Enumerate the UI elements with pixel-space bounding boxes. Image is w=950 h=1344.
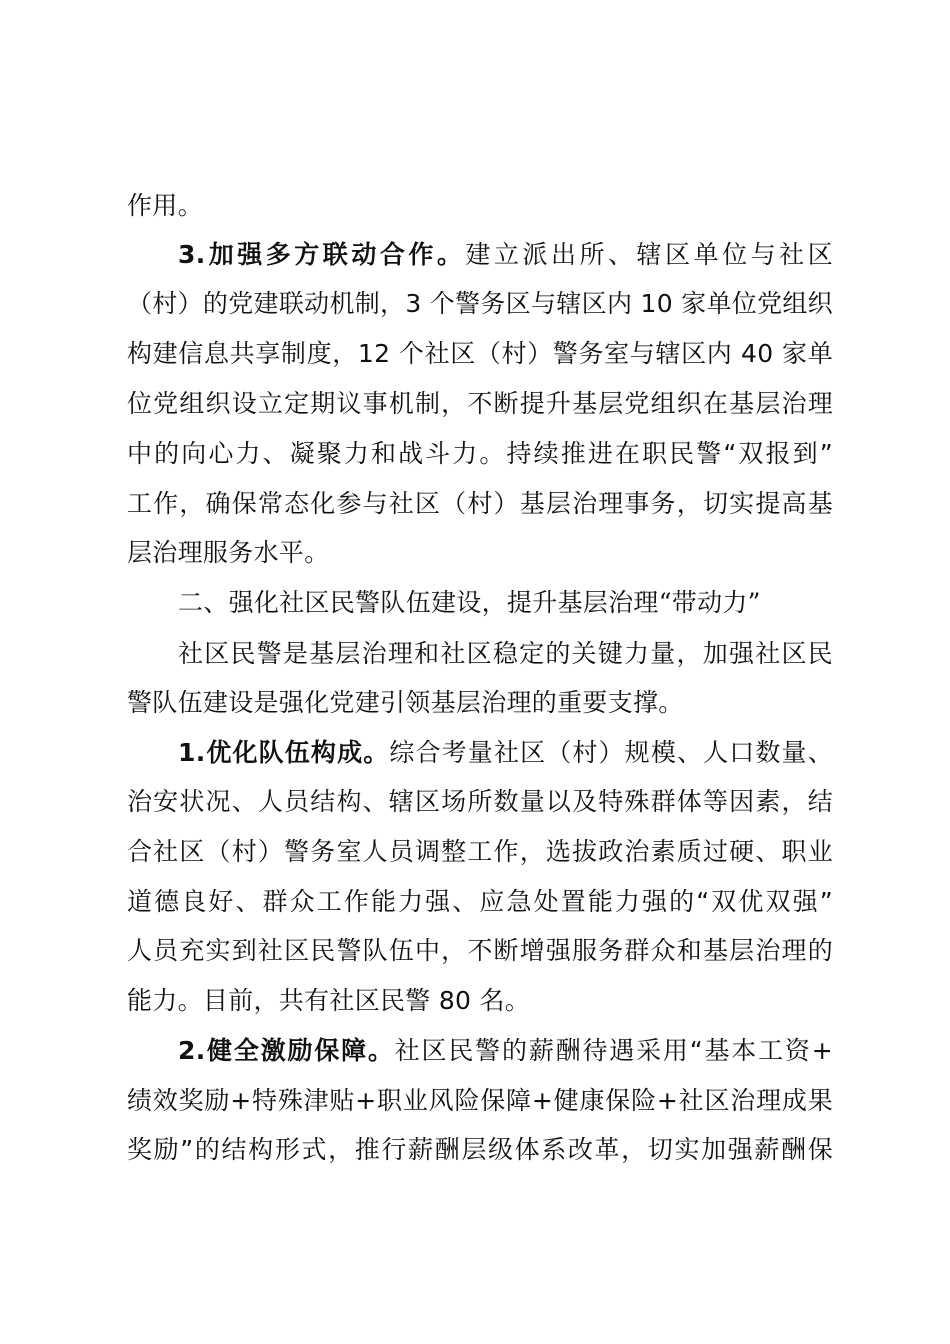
text-line — [178, 235, 833, 275]
line-text: 层治理服务水平。 — [127, 538, 330, 567]
line-text: 警队伍建设是强化党建引领基层治理的重要支撑。 — [127, 688, 684, 717]
text-line — [127, 284, 833, 324]
line-text: 作用。 — [127, 191, 203, 220]
line-text: 综合考量社区（村）规模、人口数量、 — [389, 738, 833, 767]
text-line — [127, 334, 833, 374]
text-line — [127, 882, 833, 922]
line-text: 构建信息共享制度，12 个社区（村）警务室与辖区内 40 家单 — [127, 339, 833, 368]
text-line — [127, 484, 833, 524]
text-line — [127, 384, 833, 424]
section-lead: 2.健全激励保障。 — [178, 1036, 395, 1065]
text-line — [127, 981, 833, 1021]
text-line — [178, 634, 833, 674]
text-line — [127, 782, 833, 822]
text-line — [178, 733, 833, 773]
line-text: 建立派出所、辖区单位与社区 — [465, 240, 833, 269]
line-text: 社区民警的薪酬待遇采用“基本工资+ — [394, 1036, 833, 1065]
text-line — [178, 1031, 833, 1071]
line-text: 二、强化社区民警队伍建设，提升基层治理“带动力” — [178, 588, 761, 617]
text-line — [127, 186, 833, 226]
line-text: 人员充实到社区民警队伍中，不断增强服务群众和基层治理的 — [127, 936, 833, 965]
line-text: 位党组织设立定期议事机制，不断提升基层党组织在基层治理 — [127, 389, 833, 418]
line-text: 道德良好、群众工作能力强、应急处置能力强的“双优双强” — [127, 887, 833, 916]
text-line — [127, 931, 833, 971]
line-text: 合社区（村）警务室人员调整工作，选拔政治素质过硬、职业 — [127, 837, 833, 866]
line-text: 社区民警是基层治理和社区稳定的关键力量，加强社区民 — [178, 639, 833, 668]
text-line — [127, 832, 833, 872]
line-text: 中的向心力、凝聚力和战斗力。持续推进在职民警“双报到” — [127, 439, 833, 468]
line-text: 奖励”的结构形式，推行薪酬层级体系改革，切实加强薪酬保 — [127, 1135, 833, 1164]
text-line — [127, 533, 833, 573]
line-text: 治安状况、人员结构、辖区场所数量以及特殊群体等因素，结 — [127, 787, 833, 816]
section-lead: 1.优化队伍构成。 — [178, 738, 390, 767]
line-text: 工作，确保常态化参与社区（村）基层治理事务，切实提高基 — [127, 489, 833, 518]
section-lead: 3.加强多方联动合作。 — [178, 240, 466, 269]
text-line — [127, 683, 833, 723]
text-line — [127, 434, 833, 474]
section-heading — [178, 583, 833, 623]
text-line — [127, 1081, 833, 1121]
line-text: （村）的党建联动机制，3 个警务区与辖区内 10 家单位党组织 — [127, 289, 833, 318]
line-text: 能力。目前，共有社区民警 80 名。 — [127, 986, 531, 1015]
text-line — [127, 1130, 833, 1170]
line-text: 绩效奖励+特殊津贴+职业风险保障+健康保险+社区治理成果 — [127, 1086, 833, 1115]
